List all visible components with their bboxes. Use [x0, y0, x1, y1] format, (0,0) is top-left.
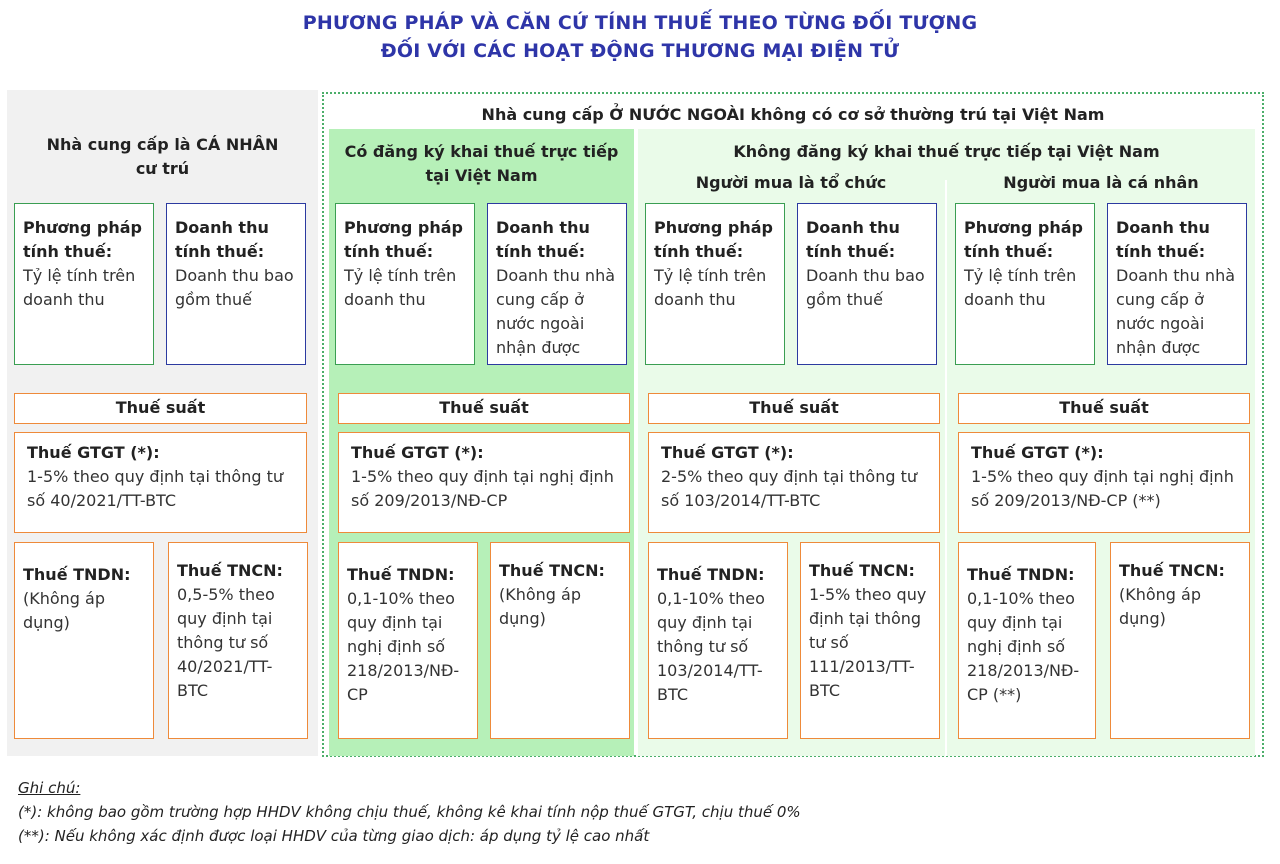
foreign-provider-header: Nhà cung cấp Ở NƯỚC NGOÀI không có cơ sở thường trú tại Việt Nam: [481, 105, 1105, 124]
individual-buyer-cit-box: [958, 542, 1096, 739]
individual-buyer-method-box: [955, 203, 1095, 365]
registered-header: Có đăng ký khai thuế trực tiếp tại Việt Nam: [344, 142, 619, 185]
cit-value: (Không áp dụng): [23, 589, 106, 632]
individual-buyer-header: Người mua là cá nhân: [1003, 173, 1199, 192]
vat-label: Thuế GTGT (*):: [971, 443, 1104, 462]
cit-value: 0,1-10% theo quy định tại nghị định số 218/2013/NĐ-CP: [347, 589, 460, 704]
org-buyer-rate-label: Thuế suất: [648, 393, 940, 424]
revenue-label: Doanh thu tính thuế:: [496, 218, 590, 261]
vat-label: Thuế GTGT (*):: [351, 443, 484, 462]
cit-label: Thuế TNDN:: [23, 565, 131, 584]
cit-value: 0,1-10% theo quy định tại nghị định số 218/2013/NĐ-CP (**): [967, 589, 1080, 704]
cit-label: Thuế TNDN:: [657, 565, 765, 584]
cit-label: Thuế TNDN:: [967, 565, 1075, 584]
resident-rate-label: Thuế suất: [14, 393, 307, 424]
method-value: Tỷ lệ tính trên doanh thu: [964, 266, 1077, 309]
revenue-value: Doanh thu nhà cung cấp ở nước ngoài nhận được: [1116, 266, 1236, 357]
vat-label: Thuế GTGT (*):: [661, 443, 794, 462]
pit-label: Thuế TNCN:: [1119, 561, 1225, 580]
method-label: Phương pháp tính thuế:: [23, 218, 143, 261]
vat-value: 2-5% theo quy định tại thông tư số 103/2014/TT-BTC: [661, 467, 917, 510]
method-value: Tỷ lệ tính trên doanh thu: [654, 266, 767, 309]
vat-label: Thuế GTGT (*):: [27, 443, 160, 462]
method-label: Phương pháp tính thuế:: [344, 218, 464, 261]
method-value: Tỷ lệ tính trên doanh thu: [344, 266, 457, 309]
pit-label: Thuế TNCN:: [809, 561, 915, 580]
resident-vat-box: [14, 432, 307, 533]
revenue-label: Doanh thu tính thuế:: [175, 218, 269, 261]
resident-header: Nhà cung cấp là CÁ NHÂN cư trú: [46, 135, 279, 178]
pit-value: 1-5% theo quy định tại thông tư số 111/2013/TT-BTC: [809, 585, 927, 700]
pit-value: (Không áp dụng): [1119, 585, 1202, 628]
note-2: (**): Nếu không xác định được loại HHDV của từng giao dịch: áp dụng tỷ lệ cao nhất: [18, 827, 650, 845]
pit-label: Thuế TNCN:: [499, 561, 605, 580]
individual-buyer-vat-box: [958, 432, 1250, 533]
revenue-value: Doanh thu bao gồm thuế: [175, 266, 294, 309]
org-buyer-method-box: [645, 203, 785, 365]
registered-pit-box: [490, 542, 630, 739]
org-buyer-cit-box: [648, 542, 788, 739]
vat-value: 1-5% theo quy định tại thông tư số 40/2021/TT-BTC: [27, 467, 283, 510]
org-buyer-vat-box: [648, 432, 940, 533]
method-label: Phương pháp tính thuế:: [654, 218, 774, 261]
vat-value: 1-5% theo quy định tại nghị định số 209/2013/NĐ-CP: [351, 467, 614, 510]
page-title-line-2: ĐỐI VỚI CÁC HOẠT ĐỘNG THƯƠNG MẠI ĐIỆN TỬ: [380, 40, 900, 62]
org-buyer-revenue-box: [797, 203, 937, 365]
cit-value: 0,1-10% theo quy định tại thông tư số 103/2014/TT-BTC: [657, 589, 765, 704]
resident-method-box: [14, 203, 154, 365]
resident-cit-box: [14, 542, 154, 739]
resident-pit-box: [168, 542, 308, 739]
pit-value: 0,5-5% theo quy định tại thông tư số 40/2021/TT-BTC: [177, 585, 275, 700]
registered-revenue-box: [487, 203, 627, 365]
registered-method-box: [335, 203, 475, 365]
buyer-divider: [945, 180, 947, 756]
cit-label: Thuế TNDN:: [347, 565, 455, 584]
registered-vat-box: [338, 432, 630, 533]
individual-buyer-rate-label: Thuế suất: [958, 393, 1250, 424]
notes-heading: Ghi chú:: [18, 779, 81, 797]
individual-buyer-revenue-box: [1107, 203, 1247, 365]
revenue-label: Doanh thu tính thuế:: [1116, 218, 1210, 261]
registered-rate-label: Thuế suất: [338, 393, 630, 424]
method-value: Tỷ lệ tính trên doanh thu: [23, 266, 136, 309]
registered-cit-box: [338, 542, 478, 739]
revenue-label: Doanh thu tính thuế:: [806, 218, 900, 261]
page-title-line-1: PHƯƠNG PHÁP VÀ CĂN CỨ TÍNH THUẾ THEO TỪNG ĐỐI TƯỢNG: [302, 12, 978, 34]
note-1: (*): không bao gồm trường hợp HHDV không chịu thuế, không kê khai tính nộp thuế GTGT, chịu thuế 0%: [18, 803, 801, 821]
individual-buyer-pit-box: [1110, 542, 1250, 739]
org-buyer-pit-box: [800, 542, 940, 739]
revenue-value: Doanh thu nhà cung cấp ở nước ngoài nhận được: [496, 266, 616, 357]
revenue-value: Doanh thu bao gồm thuế: [806, 266, 925, 309]
resident-revenue-box: [166, 203, 306, 365]
method-label: Phương pháp tính thuế:: [964, 218, 1084, 261]
pit-value: (Không áp dụng): [499, 585, 582, 628]
pit-label: Thuế TNCN:: [177, 561, 283, 580]
not-registered-header: Không đăng ký khai thuế trực tiếp tại Việt Nam: [733, 142, 1160, 161]
org-buyer-header: Người mua là tổ chức: [695, 173, 887, 192]
vat-value: 1-5% theo quy định tại nghị định số 209/2013/NĐ-CP (**): [971, 467, 1234, 510]
